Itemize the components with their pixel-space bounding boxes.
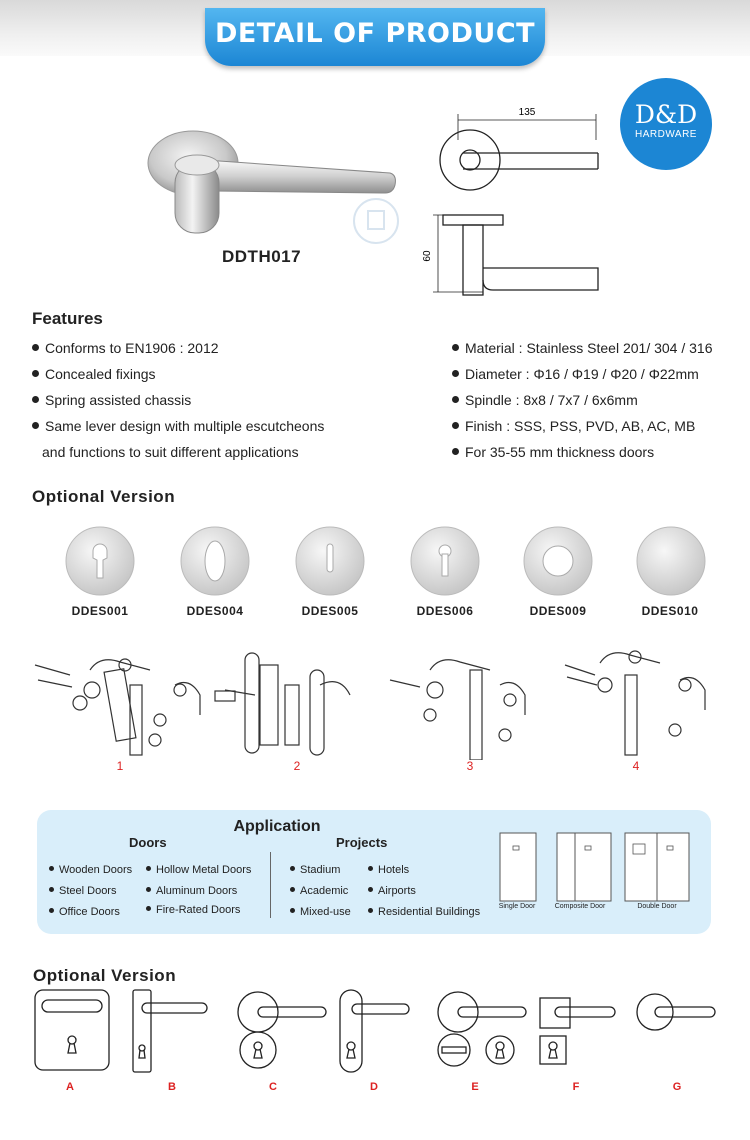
application-divider — [270, 852, 271, 918]
feature-item: Conforms to EN1906 : 2012 — [32, 339, 324, 365]
project-type-item: Mixed-use — [290, 906, 351, 918]
features-left-list — [32, 339, 324, 469]
door-type-illustrations — [495, 828, 705, 903]
lever-variants-drawing — [30, 988, 720, 1078]
project-type-item: Stadium — [290, 864, 340, 876]
logo-sub-text: HARDWARE — [635, 129, 697, 140]
application-panel — [37, 810, 711, 934]
features-right-list — [452, 339, 712, 469]
escutcheon-label: DDES005 — [301, 604, 359, 618]
projects-heading: Projects — [336, 835, 388, 850]
feature-item: Same lever design with multiple escutcheons — [32, 417, 324, 443]
assembly-drawings — [30, 645, 720, 760]
door-type-item: Hollow Metal Doors — [146, 864, 251, 876]
variant-letter: E — [471, 1081, 479, 1093]
variant-letter: C — [269, 1081, 277, 1093]
escutcheon-ddes004 — [180, 526, 250, 596]
feature-item: Spring assisted chassis — [32, 391, 324, 417]
escutcheon-label: DDES010 — [641, 604, 699, 618]
variant-letter: A — [66, 1081, 74, 1093]
door-type-item: Steel Doors — [49, 885, 116, 897]
assembly-figure-number: 2 — [293, 759, 301, 773]
escutcheon-label: DDES009 — [529, 604, 587, 618]
escutcheon-ddes006 — [410, 526, 480, 596]
assembly-figure-number: 3 — [466, 759, 474, 773]
title-banner — [205, 8, 545, 66]
dimension-width-label: 135 — [518, 107, 536, 118]
door-type-item: Office Doors — [49, 906, 120, 918]
door-type-item: Aluminum Doors — [146, 885, 237, 897]
feature-item: Material : Stainless Steel 201/ 304 / 316 — [452, 339, 712, 365]
watermark-icon — [346, 196, 406, 246]
feature-item: For 35-55 mm thickness doors — [452, 443, 712, 469]
door-type-item: Fire-Rated Doors — [146, 904, 240, 916]
escutcheon-ddes001 — [65, 526, 135, 596]
logo-main-text: D&D — [634, 100, 698, 129]
page-title: DETAIL OF PRODUCT — [214, 18, 536, 49]
project-type-item: Hotels — [368, 864, 409, 876]
variant-letter: F — [572, 1081, 580, 1093]
feature-item: Concealed fixings — [32, 365, 324, 391]
door-type-label: Composite Door — [554, 903, 606, 910]
optional-version-2-title: Optional Version — [33, 966, 177, 985]
variant-letter: D — [370, 1081, 378, 1093]
door-type-item: Wooden Doors — [49, 864, 132, 876]
escutcheon-ddes010 — [636, 526, 706, 596]
brand-logo — [620, 78, 712, 170]
escutcheon-ddes009 — [523, 526, 593, 596]
project-type-item: Academic — [290, 885, 348, 897]
variant-letter: B — [168, 1081, 176, 1093]
dimension-height-label: 60 — [422, 250, 433, 262]
feature-item: Diameter : Φ16 / Φ19 / Φ20 / Φ22mm — [452, 365, 712, 391]
doors-heading: Doors — [129, 835, 167, 850]
door-type-label: Double Door — [637, 903, 677, 910]
assembly-figure-number: 4 — [632, 759, 640, 773]
features-title: Features — [32, 309, 103, 328]
escutcheon-label: DDES001 — [71, 604, 129, 618]
product-code: DDTH017 — [222, 247, 302, 266]
feature-item: Finish : SSS, PSS, PVD, AB, AC, MB — [452, 417, 712, 443]
escutcheon-label: DDES004 — [186, 604, 244, 618]
feature-item: Spindle : 8x8 / 7x7 / 6x6mm — [452, 391, 712, 417]
variant-letter: G — [672, 1081, 682, 1093]
application-title: Application — [233, 818, 321, 835]
project-type-item: Residential Buildings — [368, 906, 480, 918]
assembly-figure-number: 1 — [116, 759, 124, 773]
feature-item-continuation: and functions to suit different applications — [42, 444, 299, 460]
door-type-label: Single Door — [498, 903, 536, 910]
escutcheon-label: DDES006 — [416, 604, 474, 618]
optional-version-title: Optional Version — [32, 487, 176, 506]
escutcheon-ddes005 — [295, 526, 365, 596]
project-type-item: Airports — [368, 885, 416, 897]
technical-drawing — [418, 100, 608, 300]
